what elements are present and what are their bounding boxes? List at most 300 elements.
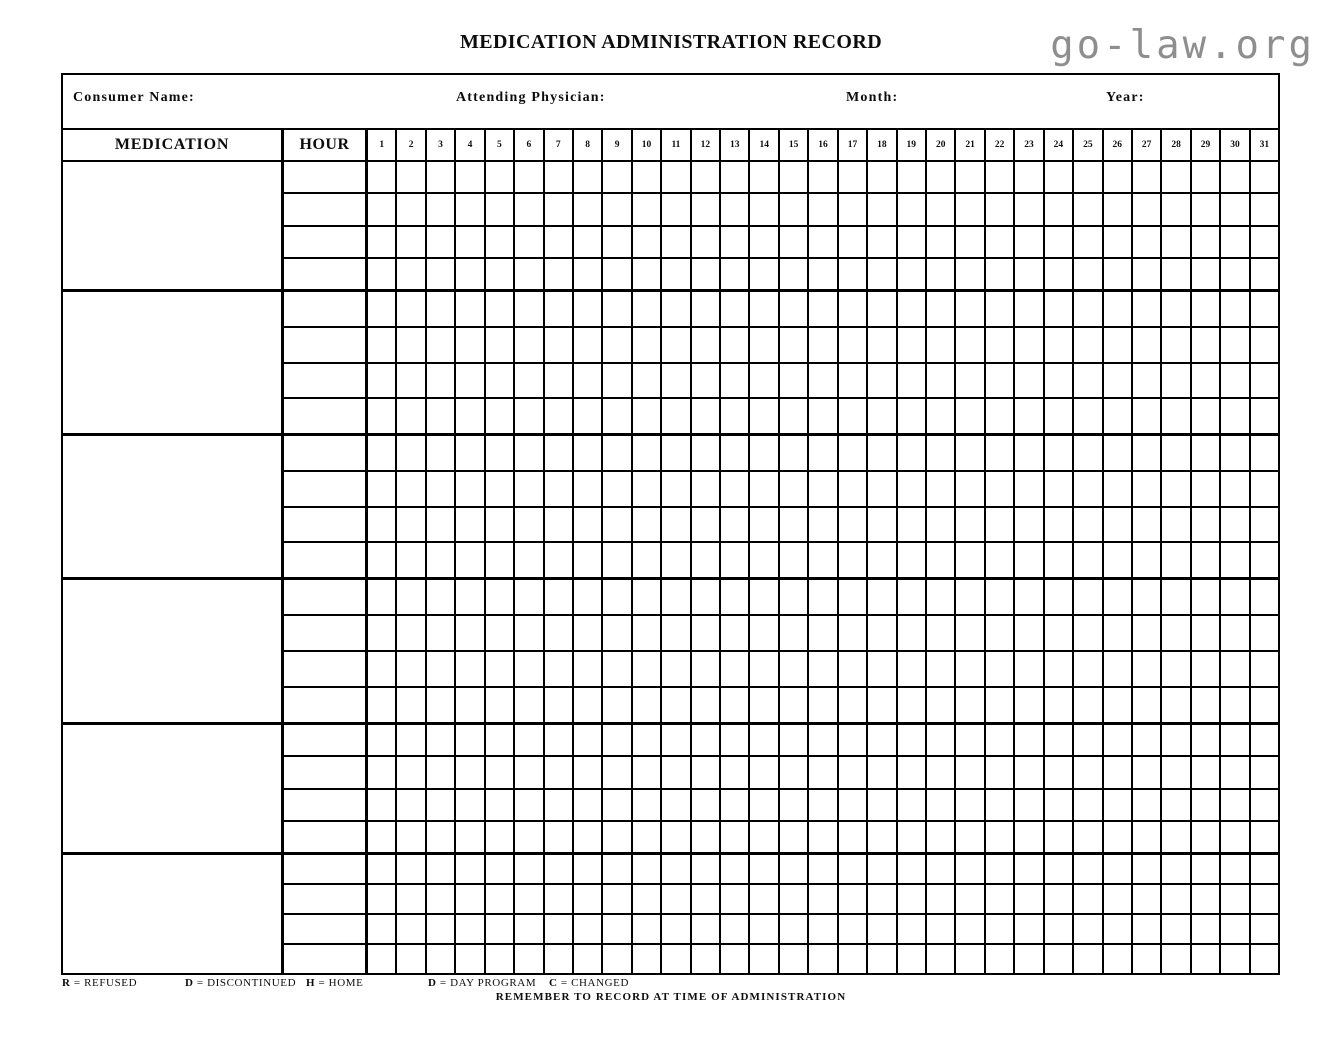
day-cell	[927, 757, 956, 787]
day-cell	[1162, 885, 1191, 913]
day-cell	[486, 259, 515, 289]
day-cell	[956, 885, 985, 913]
day-cell	[662, 543, 691, 577]
hour-row	[284, 855, 1278, 883]
info-header-box	[61, 73, 1280, 130]
day-cell	[397, 292, 426, 326]
medication-cell	[63, 162, 284, 289]
day-cell	[456, 259, 485, 289]
day-cell	[397, 885, 426, 913]
hour-cell	[284, 508, 368, 542]
day-cell	[1133, 757, 1162, 787]
day-cell	[574, 508, 603, 542]
page-title: MEDICATION ADMINISTRATION RECORD	[459, 31, 883, 53]
day-cell	[750, 855, 779, 883]
hour-cell	[284, 436, 368, 470]
day-cell	[809, 885, 838, 913]
day-cell	[986, 822, 1015, 852]
day-cell	[662, 328, 691, 362]
day-cell	[1133, 194, 1162, 224]
day-cell	[750, 725, 779, 755]
day-header-cell: 3	[427, 130, 456, 160]
day-header-cell: 19	[898, 130, 927, 160]
day-cell	[809, 227, 838, 257]
day-cell	[780, 725, 809, 755]
day-cell	[927, 616, 956, 650]
hour-row	[284, 470, 1278, 506]
day-cell	[750, 945, 779, 973]
day-cell	[868, 688, 897, 722]
day-cell	[633, 364, 662, 398]
day-cell	[1251, 436, 1278, 470]
day-cell	[456, 580, 485, 614]
day-cell	[809, 915, 838, 943]
day-header-cell: 8	[574, 130, 603, 160]
day-cell	[1133, 399, 1162, 433]
day-entry-cells	[368, 162, 1278, 192]
day-cell	[368, 543, 397, 577]
day-cell	[397, 580, 426, 614]
hour-row	[284, 192, 1278, 224]
day-cell	[868, 616, 897, 650]
day-cell	[750, 194, 779, 224]
day-cell	[545, 885, 574, 913]
day-cell	[603, 688, 632, 722]
day-cell	[603, 436, 632, 470]
day-cell	[986, 194, 1015, 224]
day-header-cell: 5	[486, 130, 515, 160]
day-cell	[927, 227, 956, 257]
day-cell	[1192, 292, 1221, 326]
day-cell	[427, 725, 456, 755]
day-cell	[515, 725, 544, 755]
day-cell	[927, 292, 956, 326]
day-cell	[721, 945, 750, 973]
hour-row	[284, 257, 1278, 289]
day-cell	[1045, 855, 1074, 883]
day-cell	[397, 472, 426, 506]
day-cell	[1045, 885, 1074, 913]
day-cell	[633, 508, 662, 542]
year-label: Year:	[1106, 90, 1145, 105]
day-cell	[927, 945, 956, 973]
day-cell	[927, 790, 956, 820]
day-cell	[927, 725, 956, 755]
legend-key: D	[428, 977, 437, 989]
day-cell	[456, 162, 485, 192]
hour-cell	[284, 757, 368, 787]
day-cell	[1045, 915, 1074, 943]
day-cell	[1221, 162, 1250, 192]
day-cell	[1015, 652, 1044, 686]
legend-label: HOME	[328, 977, 364, 989]
day-cell	[1221, 757, 1250, 787]
day-cell	[1192, 915, 1221, 943]
day-cell	[956, 945, 985, 973]
day-cell	[515, 885, 544, 913]
day-cell	[368, 725, 397, 755]
day-cell	[545, 194, 574, 224]
day-entry-cells	[368, 855, 1278, 883]
day-cell	[809, 292, 838, 326]
day-cell	[1104, 292, 1133, 326]
day-cell	[1221, 543, 1250, 577]
day-cell	[1162, 259, 1191, 289]
day-cell	[456, 688, 485, 722]
day-cell	[1251, 472, 1278, 506]
day-cell	[780, 292, 809, 326]
day-entry-cells	[368, 508, 1278, 542]
day-cell	[1192, 436, 1221, 470]
day-cell	[456, 725, 485, 755]
day-cell	[839, 616, 868, 650]
day-cell	[397, 436, 426, 470]
month-label: Month:	[846, 90, 899, 105]
legend-item: C = CHANGED	[549, 977, 630, 989]
hour-rows	[284, 580, 1278, 722]
hour-cell	[284, 790, 368, 820]
day-cell	[1104, 508, 1133, 542]
legend-item: D = DAY PROGRAM	[428, 977, 537, 989]
day-cell	[515, 652, 544, 686]
day-cell	[1251, 945, 1278, 973]
day-cell	[1162, 194, 1191, 224]
day-cell	[868, 822, 897, 852]
day-cell	[1251, 580, 1278, 614]
day-cell	[633, 162, 662, 192]
day-cell	[1104, 543, 1133, 577]
day-cell	[809, 259, 838, 289]
day-cell	[1074, 616, 1103, 650]
day-cell	[1074, 227, 1103, 257]
day-cell	[780, 945, 809, 973]
day-cell	[574, 885, 603, 913]
day-cell	[1015, 292, 1044, 326]
day-cell	[397, 328, 426, 362]
day-cell	[1045, 364, 1074, 398]
day-cell	[868, 543, 897, 577]
hour-row	[284, 650, 1278, 686]
day-cell	[574, 822, 603, 852]
day-cell	[574, 472, 603, 506]
day-entry-cells	[368, 688, 1278, 722]
day-cell	[486, 472, 515, 506]
day-cell	[986, 725, 1015, 755]
day-cell	[633, 616, 662, 650]
day-cell	[780, 399, 809, 433]
hour-row	[284, 541, 1278, 577]
day-cell	[1162, 652, 1191, 686]
day-cell	[1074, 472, 1103, 506]
day-cell	[486, 616, 515, 650]
day-cell	[898, 616, 927, 650]
day-cell	[427, 616, 456, 650]
day-cell	[1015, 328, 1044, 362]
day-cell	[868, 399, 897, 433]
hour-row	[284, 162, 1278, 192]
day-cell	[927, 508, 956, 542]
day-cell	[662, 259, 691, 289]
day-cell	[368, 616, 397, 650]
day-cell	[692, 259, 721, 289]
day-cell	[427, 292, 456, 326]
day-header-cell: 21	[956, 130, 985, 160]
day-cell	[1221, 725, 1250, 755]
day-cell	[780, 328, 809, 362]
day-cell	[721, 399, 750, 433]
hour-row	[284, 397, 1278, 433]
day-cell	[1074, 292, 1103, 326]
day-cell	[397, 259, 426, 289]
day-cell	[898, 855, 927, 883]
day-cell	[1045, 822, 1074, 852]
day-cell	[780, 790, 809, 820]
hour-row	[284, 326, 1278, 362]
day-cell	[1221, 688, 1250, 722]
day-entry-cells	[368, 725, 1278, 755]
day-cell	[1192, 227, 1221, 257]
day-cell	[574, 162, 603, 192]
medication-column-header: MEDICATION	[63, 130, 284, 160]
day-cell	[1133, 885, 1162, 913]
day-cell	[898, 508, 927, 542]
day-cell	[397, 194, 426, 224]
day-cell	[456, 790, 485, 820]
day-cell	[368, 508, 397, 542]
day-cell	[456, 508, 485, 542]
day-cell	[1074, 436, 1103, 470]
day-cell	[603, 194, 632, 224]
day-cell	[809, 822, 838, 852]
medication-table	[61, 130, 1280, 975]
day-cell	[633, 328, 662, 362]
day-cell	[427, 508, 456, 542]
day-cell	[1221, 472, 1250, 506]
day-cell	[456, 227, 485, 257]
day-cell	[1074, 364, 1103, 398]
day-cell	[839, 822, 868, 852]
day-cell	[750, 616, 779, 650]
day-cell	[1074, 885, 1103, 913]
day-cell	[397, 757, 426, 787]
day-cell	[545, 652, 574, 686]
day-cell	[545, 227, 574, 257]
day-cell	[898, 162, 927, 192]
day-cell	[839, 652, 868, 686]
day-cell	[1192, 543, 1221, 577]
day-cell	[574, 227, 603, 257]
day-cell	[486, 227, 515, 257]
day-cell	[574, 364, 603, 398]
day-cell	[456, 616, 485, 650]
day-cell	[545, 328, 574, 362]
day-header-cell: 9	[603, 130, 632, 160]
day-cell	[662, 757, 691, 787]
day-cell	[868, 227, 897, 257]
day-cell	[1133, 652, 1162, 686]
day-cell	[927, 580, 956, 614]
day-cell	[780, 885, 809, 913]
day-cell	[868, 725, 897, 755]
day-cell	[750, 822, 779, 852]
day-cell	[780, 915, 809, 943]
day-cell	[809, 945, 838, 973]
day-header-cell: 17	[839, 130, 868, 160]
day-cell	[1192, 688, 1221, 722]
day-cell	[721, 580, 750, 614]
hour-rows	[284, 725, 1278, 852]
day-cell	[1045, 162, 1074, 192]
day-cell	[1251, 822, 1278, 852]
hour-column-header: HOUR	[284, 130, 368, 160]
day-cell	[603, 364, 632, 398]
day-cell	[486, 945, 515, 973]
hour-cell	[284, 652, 368, 686]
day-cell	[633, 436, 662, 470]
day-cell	[1133, 162, 1162, 192]
day-cell	[603, 472, 632, 506]
legend-key: R	[62, 977, 71, 989]
day-cell	[633, 652, 662, 686]
day-header-cell: 6	[515, 130, 544, 160]
day-cell	[545, 790, 574, 820]
day-cell	[1104, 885, 1133, 913]
day-cell	[1015, 543, 1044, 577]
day-cell	[898, 328, 927, 362]
day-cell	[1133, 822, 1162, 852]
day-cell	[721, 292, 750, 326]
day-cell	[956, 292, 985, 326]
hour-cell	[284, 543, 368, 577]
day-header-cell: 27	[1133, 130, 1162, 160]
day-cell	[427, 945, 456, 973]
day-cell	[603, 652, 632, 686]
hour-cell	[284, 945, 368, 973]
day-cell	[1192, 885, 1221, 913]
day-cell	[603, 822, 632, 852]
day-cell	[839, 194, 868, 224]
hour-cell	[284, 885, 368, 913]
day-cell	[956, 162, 985, 192]
day-cell	[1074, 688, 1103, 722]
go-law-watermark: go-law.org	[1050, 23, 1315, 68]
day-cell	[986, 543, 1015, 577]
reminder-text: REMEMBER TO RECORD AT TIME OF ADMINISTRATION	[495, 991, 847, 1003]
day-cell	[1045, 508, 1074, 542]
day-cell	[1133, 328, 1162, 362]
day-cell	[574, 328, 603, 362]
hour-row	[284, 362, 1278, 398]
day-cell	[1192, 616, 1221, 650]
day-cell	[545, 543, 574, 577]
day-cell	[1015, 259, 1044, 289]
day-cell	[692, 945, 721, 973]
day-cell	[1045, 580, 1074, 614]
day-cell	[662, 580, 691, 614]
day-cell	[545, 436, 574, 470]
day-cell	[574, 543, 603, 577]
day-cell	[633, 757, 662, 787]
day-cell	[1015, 855, 1044, 883]
day-cell	[986, 508, 1015, 542]
day-cell	[515, 822, 544, 852]
day-cell	[1162, 757, 1191, 787]
day-cell	[986, 945, 1015, 973]
day-cell	[868, 364, 897, 398]
day-cell	[868, 915, 897, 943]
day-cell	[721, 725, 750, 755]
day-entry-cells	[368, 616, 1278, 650]
day-cell	[368, 652, 397, 686]
day-cell	[839, 885, 868, 913]
day-cell	[515, 436, 544, 470]
day-cell	[427, 652, 456, 686]
day-cell	[1045, 543, 1074, 577]
day-cell	[986, 472, 1015, 506]
day-cell	[574, 855, 603, 883]
day-cell	[456, 472, 485, 506]
day-entry-cells	[368, 885, 1278, 913]
day-header-cell: 31	[1259, 140, 1270, 150]
day-cell	[368, 436, 397, 470]
hour-rows	[284, 162, 1278, 289]
day-cell	[545, 472, 574, 506]
day-cell	[927, 543, 956, 577]
day-cell	[427, 399, 456, 433]
day-cell	[1104, 790, 1133, 820]
day-cell	[721, 328, 750, 362]
day-cell	[486, 436, 515, 470]
day-cell	[1192, 725, 1221, 755]
day-cell	[1104, 364, 1133, 398]
day-cell	[574, 945, 603, 973]
day-cell	[1133, 364, 1162, 398]
day-cell	[545, 757, 574, 787]
day-cell	[574, 915, 603, 943]
day-entry-cells	[368, 580, 1278, 614]
hour-cell	[284, 259, 368, 289]
day-entry-cells	[368, 328, 1278, 362]
day-cell	[898, 292, 927, 326]
day-cell	[486, 543, 515, 577]
day-cell	[809, 364, 838, 398]
day-cell	[1074, 508, 1103, 542]
hour-row	[284, 292, 1278, 326]
day-cell	[662, 790, 691, 820]
day-cell	[839, 580, 868, 614]
day-cell	[1104, 855, 1133, 883]
day-cell	[1221, 855, 1250, 883]
day-cell	[692, 725, 721, 755]
day-cell	[1104, 259, 1133, 289]
day-entry-cells	[368, 790, 1278, 820]
day-cell	[486, 292, 515, 326]
day-cell	[780, 194, 809, 224]
day-cell	[986, 652, 1015, 686]
day-cell	[1251, 328, 1278, 362]
day-cell	[1045, 472, 1074, 506]
day-cell	[692, 885, 721, 913]
day-cell	[986, 162, 1015, 192]
day-cell	[515, 292, 544, 326]
day-cell	[780, 162, 809, 192]
day-cell	[868, 757, 897, 787]
day-cell	[662, 364, 691, 398]
day-cell	[898, 945, 927, 973]
day-cell	[397, 652, 426, 686]
day-cell	[692, 688, 721, 722]
hour-cell	[284, 915, 368, 943]
